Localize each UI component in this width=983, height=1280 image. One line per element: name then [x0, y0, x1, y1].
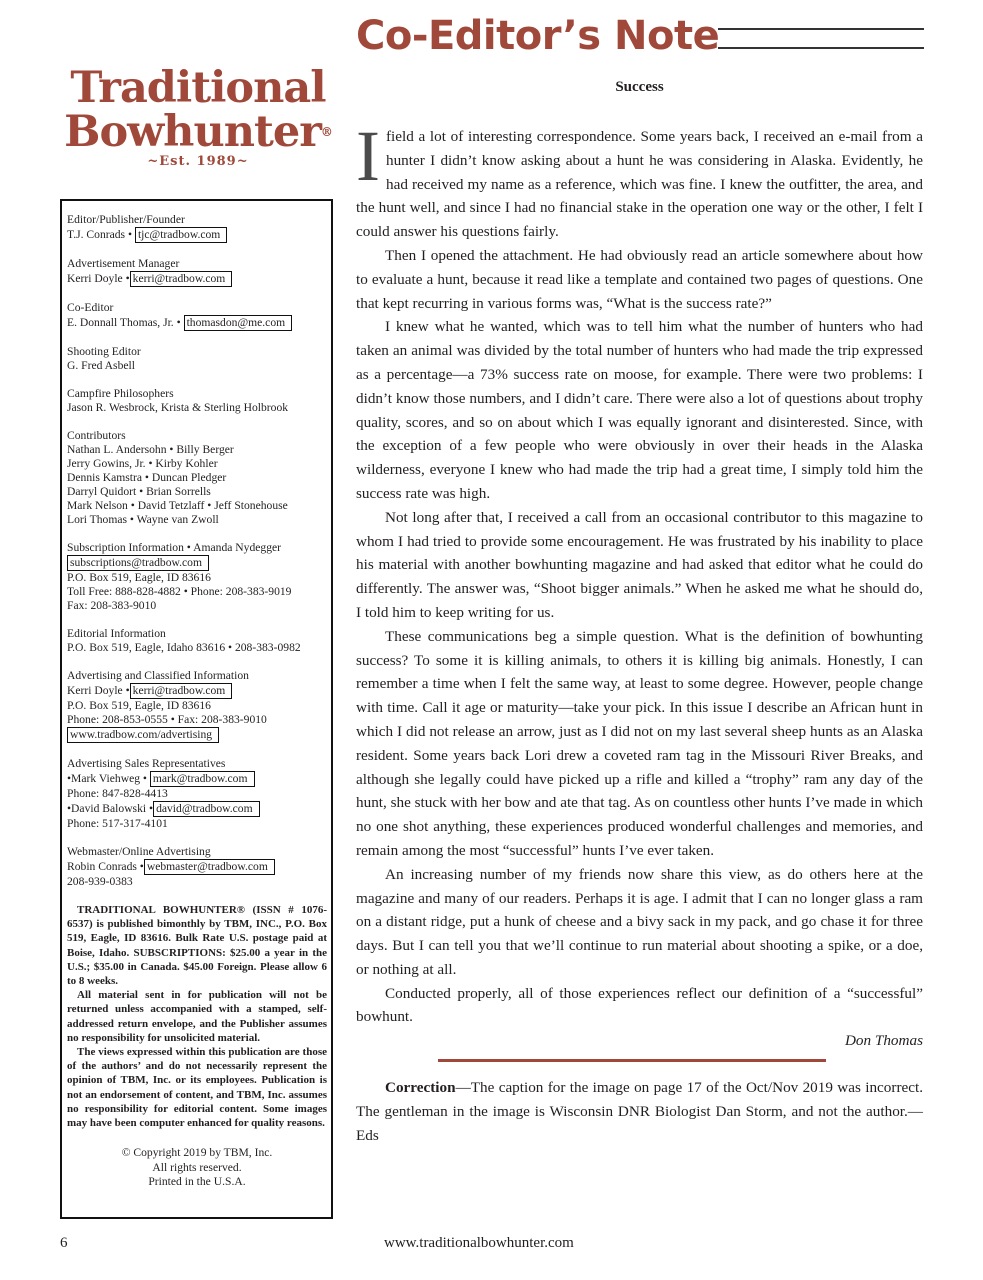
article-paragraph: I knew what he wanted, which was to tell him what the number of hunters who had taken an animal was divided by the total number of hunters who had made the trip expressed as a percentage—a 73% success rate on moose, for example. There were two problems: I didn’t know those numbers, and I didn’t care. There were also a lot of questions about trophy quality, scores, and so on about which I was equally ignorant and disinterested. Since, with the exception of a few people who were obviously in over their heads in the Alaska wilderness, everyone I knew who had made the trip had a great time, I simply told him the success rate was high. [356, 318, 923, 502]
logo-line-2 [58, 107, 338, 157]
section-line: Dennis Kamstra • Duncan Pledger [67, 471, 227, 484]
masthead-section [67, 213, 327, 243]
section-head: Co-Editor [67, 301, 114, 314]
contact-name: E. Donnall Thomas, Jr. • [67, 316, 181, 329]
section-line: 208-939-0383 [67, 875, 133, 888]
masthead-section [67, 757, 327, 831]
page-title: Co-Editor’s Note [356, 13, 720, 59]
rep-phone: Phone: 847-828-4413 [67, 787, 168, 800]
section-line: Darryl Quidort • Brian Sorrells [67, 485, 211, 498]
masthead-section [67, 845, 327, 889]
url-link[interactable]: www.tradbow.com/advertising [67, 727, 219, 743]
masthead-section [67, 301, 327, 331]
article-paragraph: An increasing number of my friends now share this view, as do others here at the magazine and many of our readers. Perhaps it is age. I admit that I can no longer glass a ram on a distant ridge, put a hunk of cheese and a bivy sack in my pack, and go chase it for three days. But I can tell you that we’ll continue to run material about shooting a spike, or a doe, or nothing at all. [356, 865, 923, 978]
masthead-section [67, 345, 327, 373]
legal-paragraph: The views expressed within this publication are those of the authors’ and do not necessarily represent the opinion of TBM, Inc. or its employees. Publication is not an endorsement of content, and TBM, Inc. assumes no responsibility for editorial content. Some images may have been computer enhanced for quality reasons. [67, 1046, 327, 1130]
section-head: Advertising and Classified Information [67, 669, 249, 682]
article [356, 75, 923, 1148]
page-number: 6 [60, 1235, 68, 1251]
footer-url[interactable]: www.traditionalbowhunter.com [384, 1235, 574, 1251]
email-link[interactable]: tjc@tradbow.com [135, 227, 227, 243]
section-line: P.O. Box 519, Eagle, ID 83616 [67, 699, 211, 712]
contact-name: Robin Conrads • [67, 860, 144, 873]
title-rule-bottom [718, 47, 924, 49]
author-signature: Don Thomas [844, 1032, 923, 1050]
copyright-block [67, 1146, 327, 1190]
paragraph-text: field a lot of interesting correspondence. Some years back, I received an e-mail from a hunter I didn’t know asking about a hunt he was considering in Alaska. Evidently, he had received my name as a reference, which was fine. I knew the outfitter, the area, and the hunt well, and since I had no financial stake in the operation one way or the other, I felt I could answer his questions fairly. [356, 128, 923, 241]
email-link[interactable]: mark@tradbow.com [150, 771, 255, 787]
masthead-section [67, 257, 327, 287]
section-head: Contributors [67, 429, 126, 442]
masthead-section [67, 669, 327, 743]
email-link[interactable]: david@tradbow.com [153, 801, 260, 817]
section-line: P.O. Box 519, Eagle, Idaho 83616 • 208-383-0982 [67, 641, 301, 654]
email-link[interactable]: thomasdon@me.com [184, 315, 293, 331]
section-line: Toll Free: 888-828-4882 • Phone: 208-383-9019 [67, 585, 292, 598]
registered-mark: ® [320, 125, 332, 139]
article-paragraph: Then I opened the attachment. He had obviously read an article somewhere about how to evaluate a hunt, because it read like a template and contained two pages of questions. One that kept recurring in various forms was, “What is the success rate?” [356, 246, 923, 312]
section-head: Shooting Editor [67, 345, 141, 358]
email-link[interactable]: kerri@tradbow.com [130, 683, 233, 699]
rep-name: •Mark Viehweg • [67, 772, 147, 785]
section-line: Jerry Gowins, Jr. • Kirby Kohler [67, 457, 218, 470]
legal-paragraph: TRADITIONAL BOWHUNTER® (ISSN # 1076-6537) is published bimonthly by TBM, INC., P.O. Box 519, Eagle, ID 83616. Bulk Rate U.S. postage paid at Boise, Idaho. SUBSCRIPTIONS: $25.00 a year in the U.S.; $35.00 in Canada. $45.00 Foreign. Please allow 6 to 8 weeks. [67, 904, 327, 988]
masthead-section [67, 627, 327, 655]
title-rule-top [718, 28, 924, 30]
legal-notice [67, 903, 327, 1190]
masthead-section [67, 429, 327, 527]
section-line: Phone: 208-853-0555 • Fax: 208-383-9010 [67, 713, 267, 726]
email-link[interactable]: subscriptions@tradbow.com [67, 555, 209, 571]
logo-word: Bowhunter [64, 107, 321, 157]
section-head: Subscription Information • Amanda Nydegger [67, 541, 281, 554]
end-rule [438, 1059, 826, 1062]
copyright-line: All rights reserved. [152, 1160, 242, 1174]
logo-line-1: Traditional [70, 63, 326, 113]
section-head: Editorial Information [67, 627, 166, 640]
article-paragraph: Not long after that, I received a call from an occasional contributor to this magazine to whom I had tried to provide some encouragement. He was frustrated by his inability to place his material with another bowhunting magazine and had asked that editor what he could do differently. The answer was, “Shoot bigger animals.” When he asked me what he should do, I told him to keep writing for us. [356, 508, 923, 621]
rep-phone: Phone: 517-317-4101 [67, 817, 168, 830]
section-head: Editor/Publisher/Founder [67, 213, 185, 226]
article-subhead: Success [615, 79, 664, 95]
section-head: Advertising Sales Representatives [67, 757, 226, 770]
correction-note [356, 1076, 923, 1147]
contact-name: Kerri Doyle • [67, 272, 130, 285]
masthead-section [67, 387, 327, 415]
article-paragraph [356, 116, 923, 244]
traditional-bowhunter-logo [58, 63, 338, 169]
section-line: Mark Nelson • David Tetzlaff • Jeff Stonehouse [67, 499, 288, 512]
copyright-line: © Copyright 2019 by TBM, Inc. [121, 1146, 273, 1160]
section-head: Webmaster/Online Advertising [67, 845, 211, 858]
article-paragraph: Conducted properly, all of those experiences reflect our definition of a “successful” bowhunt. [356, 984, 923, 1026]
email-link[interactable]: kerri@tradbow.com [130, 271, 233, 287]
section-line: Nathan L. Andersohn • Billy Berger [67, 443, 234, 456]
section-line: G. Fred Asbell [67, 359, 135, 372]
section-line: Jason R. Wesbrock, Krista & Sterling Holbrook [67, 401, 289, 414]
section-head: Campfire Philosophers [67, 387, 174, 400]
legal-paragraph: All material sent in for publication will not be returned unless accompanied with a stamped, self-addressed return envelope, and the Publisher assumes no responsibility for unsolicited material. [67, 989, 327, 1044]
rep-name: •David Balowski • [67, 802, 154, 815]
masthead-section [67, 541, 327, 613]
section-line: Fax: 208-383-9010 [67, 599, 157, 612]
section-head: Advertisement Manager [67, 257, 180, 270]
email-link[interactable]: webmaster@tradbow.com [144, 859, 275, 875]
masthead-box [60, 199, 333, 1219]
drop-cap: I [356, 116, 380, 196]
copyright-line: Printed in the U.S.A. [148, 1175, 246, 1189]
section-line: P.O. Box 519, Eagle, ID 83616 [67, 571, 211, 584]
logo-est: ~Est. 1989~ [147, 154, 249, 169]
article-paragraph: These communications beg a simple question. What is the definition of bowhunting success? To some it is killing animals, to others it is killing big animals. Honestly, I can remember a time when I felt the same way, at least to some degree. However, people change with time. Call it age or maturity—take your pick. In this issue I describe an African hunt in which I did not release an arrow, just as I did not on my last several sheep hunts as an Alaska resident. Some years back Lori drew a coveted ram tag in the Missouri River Breaks, and although she legally could have picked up a rifle and killed a “trophy” ram any day of the hunt, she stuck with her bow and ate that tag. As on countless other hunts I’ve made in which no one shot anything, these experiences produced wonderful challenges and memories, and remain among the most “successful” hunts I’ve ever taken. [356, 627, 923, 859]
correction-label: Correction [385, 1079, 456, 1097]
contact-name: T.J. Conrads • [67, 228, 133, 241]
contact-name: Kerri Doyle • [67, 684, 130, 697]
section-line: Lori Thomas • Wayne van Zwoll [67, 513, 219, 526]
correction-text: —The caption for the image on page 17 of the Oct/Nov 2019 was incorrect. The gentleman in the image is Wisconsin DNR Biologist Dan Storm, and not the author.—Eds [356, 1079, 923, 1144]
